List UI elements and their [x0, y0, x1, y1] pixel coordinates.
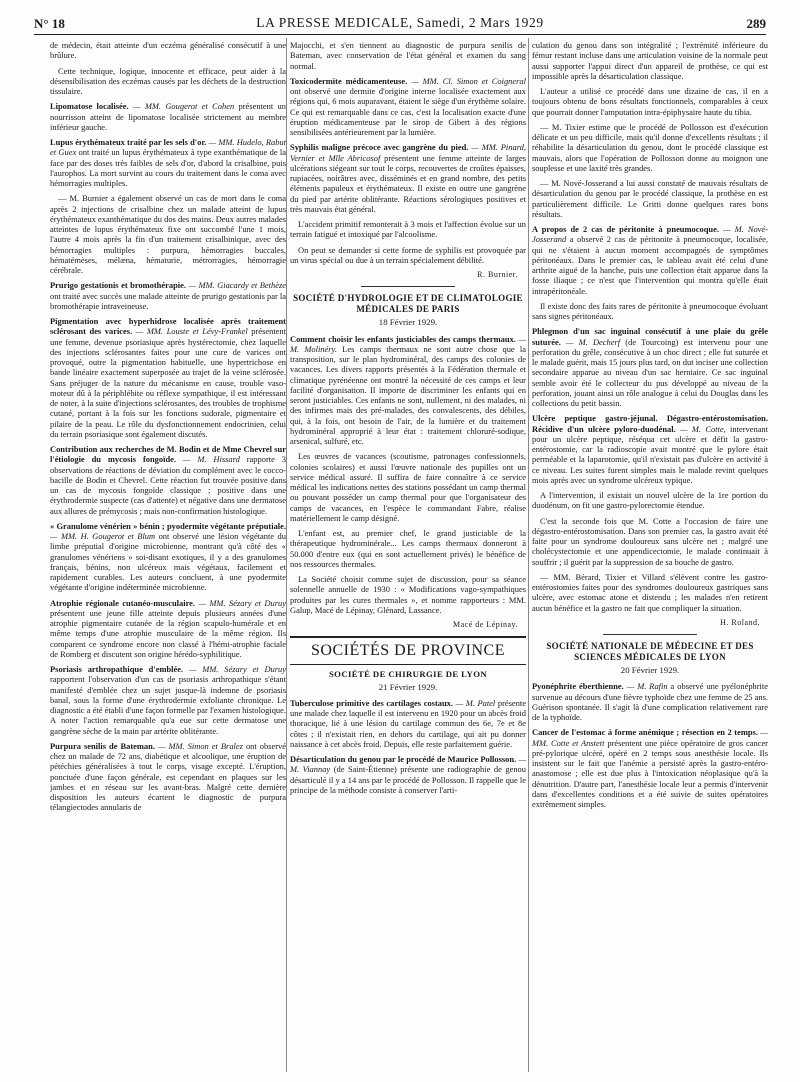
paragraph: L'accident primitif remonterait à 3 mois et l'affection évolue sur un terrain fatigué et intoxiqué par l'alcoolisme. — [290, 219, 526, 240]
session-date: 20 Février 1929. — [620, 665, 680, 675]
paragraph: — MM. Bérard, Tixier et Villard s'élèvent contre les gastro-entérostomies faites pour des syndromes douloureux gastriques sans ulcère, avec estomac atone et distendu ; les malades n'en retirent aucun bénéfice et la gastro ne fait que compliquer la situation. — [532, 571, 768, 613]
session-date: 18 Février 1929. — [378, 317, 438, 328]
article-authors: — MM. Sézary et Duruy — [195, 597, 286, 608]
paragraph: Cette technique, logique, innocente et efficace, peut aider à la désensibilisation des eczémas causés par les déchets de la destruction tissulaire. — [50, 65, 286, 96]
article-authors: — MM. Gougerot et Cohen — [128, 101, 235, 112]
page-number: 289 — [746, 16, 766, 31]
article-text: a observé une pyélonéphrite survenue au décours d'une fièvre typhoïde chez une femme de 25 ans. Guérison spontanée. Il s'agit là d'une complication relativement rare de la typhoïde. — [532, 681, 768, 722]
page-header — [0, 14, 800, 36]
article-pigmentation — [50, 316, 286, 439]
column-divider-1 — [286, 38, 287, 1072]
article-authors: — MM. Simon et Bralez — [154, 740, 243, 751]
article-cancer-estomac — [532, 727, 768, 809]
article-authors: — MM. Sézary et Duruy — [183, 664, 286, 674]
paragraph: L'enfant est, au premier chef, le grand justiciable de la thérapeutique hydrominérale... Les camps thermaux donneront à 50.000 d'entre eux (qui en sont actuellement privés) le bénéfice de nos ressources thermales. — [290, 528, 526, 569]
paragraph: — M. Burnier a également observé un cas de mort dans le coma après 2 injections de crisalbine chez un malade atteint de lupus érythémateux exanthématique du dos des mains. Deux autres malades atteintes de lupus érythémateux fixe ont succombé l'une 1 mois, l'autre 4 mois après la fin d'un traitement crisalbinique, avec des hémorragies multiples : purpura, hémorragies buccales, hématémèses, mélæna, hématurie, métrorragies, hémorragie cérébrale. — [50, 193, 286, 275]
column-divider-2 — [528, 38, 529, 1072]
article-title: « Granulome vénérien » bénin ; pyodermite végétante préputiale. — [50, 520, 286, 531]
article-title: Désarticulation du genou par le procédé de Maurice Pollosson. — [290, 754, 517, 764]
column-3 — [532, 40, 768, 1072]
article-text: intervenant pour un ulcère peptique, réséqua cet ulcère et défit la gastro-entérostomie, car la radioscopie avait montré que le pylore était perméable et la laparotomie, qu'il n'existait pas d'ulcère en activité à ce niveau. Les suites furent simples mais le malade revint quelques mois après avec un syndrome ulcéreux typique. — [532, 423, 768, 485]
article-lipomatose — [50, 101, 286, 132]
article-tuberculose — [290, 698, 526, 749]
header-rule — [34, 34, 766, 35]
paragraph: — M. Nové-Josserand a lui aussi constaté de mauvais résultats de désarticulation du genou par le procédé classique, la prothèse en est particulièrement difficile. Le Gritti donne quelques rares bons résultats. — [532, 178, 768, 219]
article-title: Atrophie régionale cutanéo-musculaire. — [50, 597, 196, 608]
article-granulome — [50, 521, 286, 593]
article-text: présentent une pièce opératoire de gros cancer pré-pylorique ulcéré, opéré en 2 temps sous anesthésie locale. Ils insistent sur le fait que l'anémie a persisté après la gastro-entéro-anastomose ; elle est due plus à l'intoxication néoplasique qu'à la dénutrition. D'autre part, l'anesthésie locale leur a permis d'intervenir dans d'excellentes conditions et a été suivie de suites opératoires extrêmement simples. — [532, 737, 768, 809]
paragraph: L'auteur a utilisé ce procédé dans une dizaine de cas, il en a toujours obtenu de bons résultats fonctionnels, comparables à ceux que pourrait donner l'amputation intra-épiphysaire haute du tibia. — [532, 86, 768, 117]
article-purpura — [50, 741, 286, 813]
paragraph: culation du genou dans son intégralité ; l'extrémité inférieure du fémur restant incluse dans une articulation voisine de la normale peut aussi supporter l'appui direct d'un appareil de prothèse, ce qui est impossible après la désarticulation classique. — [532, 40, 768, 81]
society-heading: SOCIÉTÉ D'HYDROLOGIE ET DE CLIMATOLOGIE MÉDICALES DE PARIS — [293, 293, 523, 315]
paragraph: Majocchi, et s'en tiennent au diagnostic de purpura senilis de Bateman, avec conservation de l'état général et examen du sang normal. — [290, 40, 526, 71]
article-authors: — MM. Cl. Simon et Coigneral — [407, 75, 526, 86]
article-authors: — M. Patel — [453, 697, 496, 708]
article-authors: — MM. Pinard, Vernier et Mlle Abricosof — [290, 142, 526, 163]
article-text: a observé 2 cas de péritonite à pneumocoque, localisée, qui ne s'étaient à aucun moment accompagnés de symptômes péritonéaux. Dans le premier cas, le tableau avait été celui d'une arthrite aiguë de la hanche, puis une collection était apparue dans la fosse iliaque ; ce n'est que l'intervention qui montra qu'elle était intrapéritonéale. — [532, 234, 768, 296]
signature: R. Burnier. — [477, 270, 518, 279]
article-title: Lipomatose localisée. — [50, 101, 129, 112]
article-authors: — MM. Louste et Lévy-Frankel — [132, 326, 248, 337]
article-authors: — M. Decherf — [560, 336, 621, 347]
article-authors: — M. Cotte, — [675, 423, 726, 434]
paragraph: C'est la seconde fois que M. Cotte a l'occasion de faire une dégastro-entérostomisation. Dans son premier cas, la gastro avait été faite pour un syndrome douloureux sans ulcère net ; malgré une cholécystectomie et une appendicectomie, le malade continuait à souffrir ; il guérit par la suppression de sa bouche de gastro. — [532, 515, 768, 567]
article-title: Syphilis maligne précoce avec gangrène du pied. — [290, 142, 469, 153]
section-banner: SOCIÉTÉS DE PROVINCE — [290, 636, 526, 665]
article-title: Cancer de l'estomac à forme anémique ; résection en 2 temps. — [532, 727, 758, 738]
article-title: Comment choisir les enfants justiciables des camps thermaux. — [290, 333, 516, 344]
article-title: Pigmentation avec hyperhidrose localisée après traitement sclérosant des varices. — [50, 316, 286, 337]
article-title: Lupus érythémateux traité par les sels d'or. — [50, 137, 207, 147]
article-text: rapporte 3 observations de réactions de déviation du complément avec le cocco-bacille de Bodin et Chevrel. Cette réaction fut trouvée positive dans un cas de mycosis fongoïde classique ; positive dans une érythrodermie suspecte (cas d'attente) et négative dans une dermatose aux allures de prémycosis ; mais non-confirmation histologique. — [50, 454, 286, 516]
article-authors: — MM. Giacardy et Bethèze — [185, 280, 286, 291]
section-rule — [361, 286, 455, 287]
newspaper-title: LA PRESSE MEDICALE, Samedi, 2 Mars 1929 — [256, 15, 544, 30]
article-prurigo — [50, 280, 286, 311]
article-authors: — M. Nové-Josserand — [532, 224, 768, 245]
article-text: présentent une femme atteinte de larges ulcérations siégeant sur tout le corps, recouvertes de croûtes épaisses, rupiacées, noirâtres avec, disséminés et en grand nombre, des petits éléments papuleux et érythémateux. Il existe en outre une gangrène du pied par artérite oblitérante. Réactions sérologiques positives et très mauvais état général. — [290, 152, 526, 214]
session-date: 21 Février 1929. — [378, 681, 438, 692]
signature: H. Roland. — [720, 617, 760, 627]
article-text: ont observé une dermite d'origine interne localisée exactement aux régions qui, 6 mois auparavant, étaient le siège d'un érythème solaire. Ce qui est remarquable dans ce cas, c'est la localisation exacte d'une éruption médicamenteuse par le sirop de Gibert à des régions sensibilisées antérieurement par la lumière. — [290, 86, 526, 137]
article-phlegmon — [532, 326, 768, 408]
article-authors: — M. Rafin — [623, 681, 668, 692]
article-title: Psoriasis arthropathique d'emblée. — [50, 664, 184, 674]
paragraph: Les œuvres de vacances (scoutisme, patronages confessionnels, colonies scolaires) et aussi l'œuvre nationale des pupilles ont un service médical assuré. Il suffira de faire connaître à ce service médical les indications nettes des stations possédant un camp thermal ou pouvant posséder un camp thermal pour que l'organisateur des camps de vacances, en l'espèce le commandant Fabre, réalise matériellement le camp désigné. — [290, 451, 526, 523]
article-lupus — [50, 137, 286, 188]
article-text: rapportent l'observation d'un cas de psoriasis arthropathique s'étant manifesté d'emblée chez un sujet jusque-là indemne de psoriasis banal, sous la forme d'une érythrodermie exfoliante chronique. Le diagnostic a été établi d'une façon formelle par l'examen histologique. A noter l'action remarquable qu'a eue sur cette dermatose une gangrène sèche de la main par artérite oblitérante. — [50, 674, 286, 736]
article-title: A propos de 2 cas de péritonite à pneumocoque. — [532, 224, 719, 234]
signature: Macé de Lépinay. — [452, 620, 518, 629]
section-rule — [603, 634, 697, 635]
article-ulcere — [532, 413, 768, 485]
column-2 — [290, 40, 526, 1072]
article-desarticulation — [290, 754, 526, 795]
article-authors: — M. Viannay — [290, 754, 526, 775]
article-authors: — MM. Cotte et Anstett — [532, 727, 768, 748]
article-text: (de Tourcoing) est intervenu pour une perforation du grêle, consécutive à un choc direct ; elle fut suturée et le malade guérit, mais 15 jours plus tard, on dut inciser une collection secondaire apparue au niveau d'un sac herniaire. Ce sac inguinal semble avoir été le collecteur du pus développé au niveau de la perforation, jouant ainsi un rôle analogue à celui du Douglas dans les collections du petit bassin. — [532, 336, 768, 408]
paragraph: On peut se demander si cette forme de syphilis est provoquée par un virus spécial ou due à un terrain spécialement débilité. — [290, 244, 526, 265]
article-text: Les camps thermaux ne sont autre chose que la transposition, sur le plan hydrominéral, des camps des colonies de vacances. Les divers rapports présentés à la Fédération thermale et climatique pyrénéenne ont montré la nécessité de ces camps et leur facilité d'organisation. Il importe de discriminer les enfants qui en seront justiciables. Ces enfants ne sont, nullement, ni des malades, ni des infirmes mais des pré-malades, des convalescents, des débiles, qui, à la fois, ont besoin de l'air, de la lumière et du traitement hydrominéral approprié à leur état : traitement chloruré-sodique, arsenical, sulfuré, etc. — [290, 343, 526, 446]
article-title: Toxicodermite médicamenteuse. — [290, 75, 408, 86]
article-text: présentent une femme, devenue psoriasique après hystérectomie, chez laquelle des injections sclérosantes faites pour une cure de varices ont provoqué, outre la pigmentation habituelle, une hypertrichose en bande linéaire exactement superposée au trajet de la veine sclérosée. Sans préjuger de la nature du mécanisme en cause, trouble vaso-moteur dû à la périphlébite ou réflexe sympathique, il est intéressant de noter, à la suite d'injections sclérosantes, des troubles de trophisme cutané, portant à la fois sur les fonctions sudorale, pigmentaire et pilaire de la peau. Le rôle du dysfonctionnement endocrinien, celui du terrain psoriasique sont également discutés. — [50, 326, 286, 439]
article-toxicodermite — [290, 76, 526, 138]
article-authors: — MM. Hudelo, Rabut et Guex — [50, 137, 286, 158]
paragraph: — M. Tixier estime que le procédé de Pollosson est d'exécution délicate et un peu difficile, mais qu'il donne d'excellents résultats ; il réhabilite la désarticulation du genou, dont le procédé classique est mauvais, alors que l'opération de Pollosson donne au moignon une souplesse et une laxité très grandes. — [532, 121, 768, 173]
article-peritonite — [532, 224, 768, 296]
society-heading: SOCIÉTÉ DE CHIRURGIE DE LYON — [328, 669, 488, 680]
article-pyonephrite — [532, 681, 768, 722]
article-text: ont observé une lésion végétante du limbe préputial d'origine microbienne, montrant qu'à côté des « granulomes vénériens » soi-disant exotiques, il y a des granulomes français, bénins, non ulcéreux mais végétaux, facilement et rapidement curables. Les auteurs concluent, à une pyodermite végétante d'origine indéterminée microbienne. — [50, 531, 286, 593]
paragraph: de médecin, était atteinte d'un eczéma généralisé consécutif à une brûlure. — [50, 40, 286, 61]
society-heading: SOCIÉTÉ NATIONALE DE MÉDECINE ET DES SCIENCES MÉDICALES DE LYON — [546, 641, 754, 662]
article-title: Prurigo gestationis et bromothérapie. — [50, 280, 186, 291]
article-text: ont observé chez un malade de 72 ans, diabétique et alcoolique, une éruption de pétéchies généralisées à tout le corps, visage excepté. L'éruption, ponctuée d'une façon générale, est cependant en plaques sur les jambes et en réseau sur les avant-bras. Malgré cette dernière disposition les auteurs écartent le diagnostic de purpura télangiectodes annularis de — [50, 740, 286, 813]
article-title: Phlegmon d'un sac inguinal consécutif à une plaie du grêle suturée. — [532, 326, 768, 347]
article-title: Tuberculose primitive des cartilages costaux. — [290, 697, 453, 708]
article-text: présentent un nourrisson atteint de lipomatose localisée strictement au membre inférieur gauche. — [50, 101, 286, 132]
article-text: ont traité un lupus érythémateux à type exanthématique de la face par des doses très faibles de sels d'or, d'abord la crisalbine, puis l'aurophos. La mort survint au cours du traitement dans le coma avec hémorragies multiples. — [50, 147, 286, 188]
article-title: Contribution aux recherches de M. Bodin et de Mme Chevrel sur l'étiologie du mycosis fongoïde. — [50, 444, 286, 465]
article-title: Purpura senilis de Bateman. — [50, 740, 155, 751]
paragraph: Il existe donc des faits rares de péritonite à pneumocoque évoluant sans signes péritonéaux. — [532, 300, 768, 321]
article-title: Ulcère peptique gastro-jéjunal. Dégastro-entérostomisation. Récidive d'un ulcère pyloro-duodénal. — [532, 413, 768, 434]
article-text: présente une malade chez laquelle il est intervenu en 1920 pour un abcès froid thoracique, lié à une lésion du cartilage commun des 6e, 7e et 8e côtes ; il n'existait rien, en dehors du cartilage, qui ait pu donner naissance à cet abcès froid. Depuis, elle reste parfaitement guérie. — [290, 697, 526, 749]
article-mycosis — [50, 444, 286, 516]
column-1 — [50, 40, 286, 1072]
article-text: ont traité avec succès une malade atteinte de prurigo gestationis par la bromothérapie intraveineuse. — [50, 290, 286, 311]
article-authors: — M. Hissard — [176, 454, 240, 465]
issue-number: N° 18 — [34, 16, 65, 31]
article-authors: — M. Molinéry. — [290, 333, 526, 354]
article-syphilis — [290, 142, 526, 214]
article-text: présentent une jeune fille atteinte depuis plusieurs années d'une atrophie pigmentaire cutanée de la région scapulo-humérale et en même temps d'une atrophie musculaire de la même région. Ils comparent ce syndrome encore non classé à l'hémi-atrophie faciale de Romberg et discutent son origine hérédo-syphilitique. — [50, 607, 286, 659]
article-authors: — MM. H. Gougerot et Blum — [50, 531, 156, 541]
article-camps — [290, 334, 526, 447]
article-atrophie — [50, 598, 286, 660]
article-title: Pyonéphrite éberthienne. — [532, 681, 624, 692]
paragraph: A l'intervention, il existait un nouvel ulcère de la 1re portion du duodénum, on fit une gastro-pylorectomie étendue. — [532, 490, 768, 511]
article-text: (de Saint-Étienne) présente une radiographie de genou désarticulé il y a 14 ans par le procédé de Pollosson. Il rappelle que le principe de la méthode consiste à conserver l'arti- — [290, 764, 526, 795]
paragraph: La Société choisit comme sujet de discussion, pour sa séance solennelle annuelle de 1930 : « Modifications vago-sympathiques produites par les cures thermales », et nomme rapporteurs : MM. Galup, Macé de Lépinay, Glénard, Lassance. — [290, 574, 526, 615]
article-psoriasis — [50, 664, 286, 736]
